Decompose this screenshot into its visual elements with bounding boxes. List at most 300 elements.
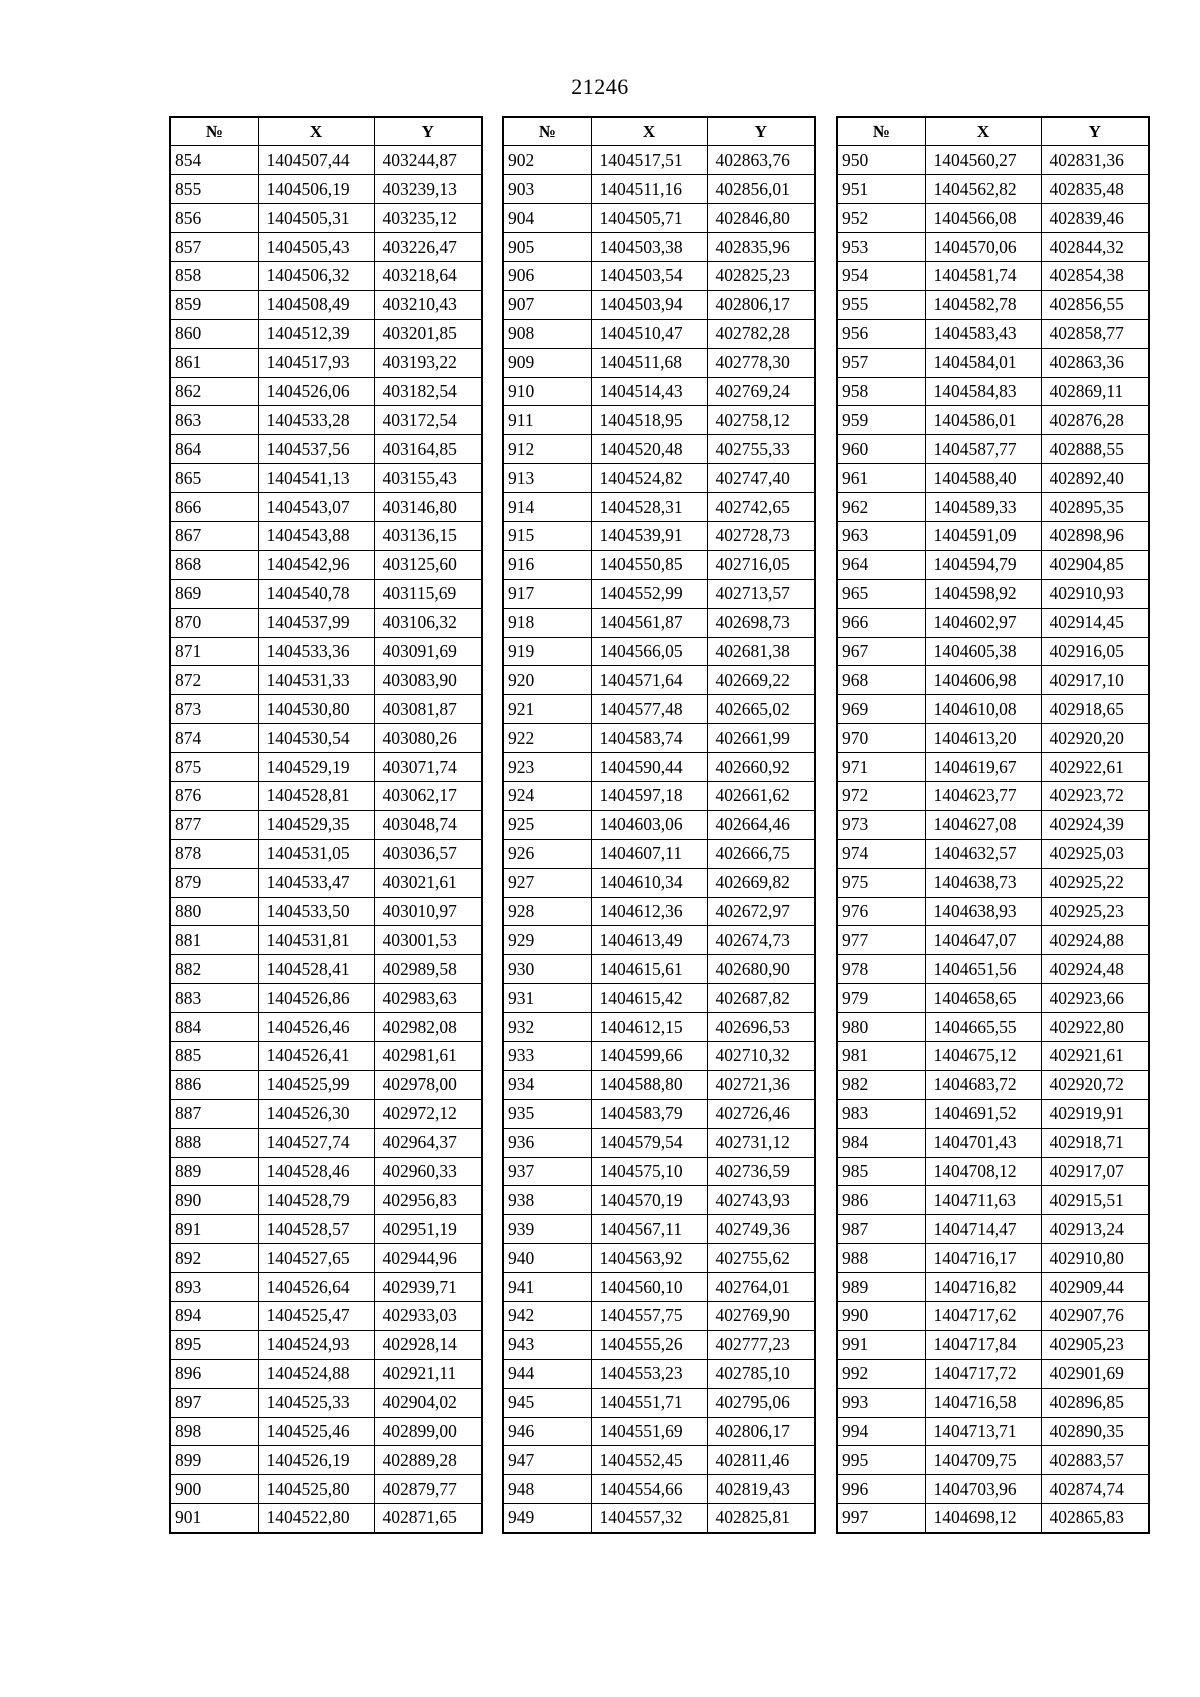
cell-x: 1404508,49 (258, 290, 374, 319)
table-row (837, 1157, 1149, 1186)
table-row (503, 1330, 815, 1359)
cell-y: 403021,61 (374, 868, 482, 897)
table-row (837, 926, 1149, 955)
cell-number: 858 (170, 261, 258, 290)
cell-x: 1404675,12 (925, 1042, 1041, 1071)
table-row (503, 1013, 815, 1042)
cell-x: 1404701,43 (925, 1128, 1041, 1157)
cell-y: 402728,73 (707, 521, 815, 550)
cell-y: 402924,48 (1041, 955, 1149, 984)
cell-number: 969 (837, 695, 925, 724)
table-row (170, 1359, 482, 1388)
table-row (837, 521, 1149, 550)
cell-number: 921 (503, 695, 591, 724)
table-row (170, 261, 482, 290)
cell-number: 922 (503, 724, 591, 753)
cell-number: 910 (503, 377, 591, 406)
table-row (170, 637, 482, 666)
cell-y: 402782,28 (707, 319, 815, 348)
cell-y: 402923,72 (1041, 781, 1149, 810)
table-header-row (170, 117, 482, 146)
cell-x: 1404533,50 (258, 897, 374, 926)
cell-y: 402736,59 (707, 1157, 815, 1186)
cell-y: 402665,02 (707, 695, 815, 724)
table-row (170, 1244, 482, 1273)
cell-y: 402922,80 (1041, 1013, 1149, 1042)
cell-x: 1404581,74 (925, 261, 1041, 290)
table-row (837, 1099, 1149, 1128)
cell-x: 1404583,79 (591, 1099, 707, 1128)
cell-y: 402747,40 (707, 464, 815, 493)
cell-x: 1404606,98 (925, 666, 1041, 695)
cell-number: 903 (503, 175, 591, 204)
table-row (170, 897, 482, 926)
table-row (170, 839, 482, 868)
table-row (837, 1070, 1149, 1099)
table-row (170, 724, 482, 753)
cell-y: 403125,60 (374, 550, 482, 579)
cell-number: 942 (503, 1302, 591, 1331)
cell-x: 1404577,48 (591, 695, 707, 724)
cell-x: 1404583,43 (925, 319, 1041, 348)
cell-y: 402972,12 (374, 1099, 482, 1128)
cell-number: 985 (837, 1157, 925, 1186)
table-row (837, 1215, 1149, 1244)
table-row (837, 1186, 1149, 1215)
table-row (837, 1042, 1149, 1071)
cell-number: 997 (837, 1504, 925, 1533)
table-row (837, 1359, 1149, 1388)
cell-x: 1404527,74 (258, 1128, 374, 1157)
cell-number: 935 (503, 1099, 591, 1128)
cell-number: 867 (170, 521, 258, 550)
cell-x: 1404511,68 (591, 348, 707, 377)
table-row (837, 406, 1149, 435)
cell-y: 403172,54 (374, 406, 482, 435)
cell-number: 917 (503, 579, 591, 608)
table-row (837, 233, 1149, 262)
table-row (170, 493, 482, 522)
cell-y: 402854,38 (1041, 261, 1149, 290)
cell-x: 1404587,77 (925, 435, 1041, 464)
cell-number: 977 (837, 926, 925, 955)
cell-x: 1404612,15 (591, 1013, 707, 1042)
cell-x: 1404514,43 (591, 377, 707, 406)
cell-number: 862 (170, 377, 258, 406)
table-row (170, 608, 482, 637)
table-row (503, 204, 815, 233)
cell-y: 403182,54 (374, 377, 482, 406)
cell-y: 403001,53 (374, 926, 482, 955)
cell-y: 403083,90 (374, 666, 482, 695)
cell-number: 947 (503, 1446, 591, 1475)
cell-x: 1404517,93 (258, 348, 374, 377)
cell-number: 891 (170, 1215, 258, 1244)
cell-number: 932 (503, 1013, 591, 1042)
table-row (170, 204, 482, 233)
cell-number: 988 (837, 1244, 925, 1273)
cell-number: 944 (503, 1359, 591, 1388)
cell-y: 402909,44 (1041, 1273, 1149, 1302)
cell-number: 875 (170, 753, 258, 782)
cell-x: 1404597,18 (591, 781, 707, 810)
cell-y: 402844,32 (1041, 233, 1149, 262)
cell-x: 1404557,32 (591, 1504, 707, 1533)
cell-y: 402863,76 (707, 146, 815, 175)
cell-number: 856 (170, 204, 258, 233)
cell-y: 402755,33 (707, 435, 815, 464)
cell-y: 402664,46 (707, 810, 815, 839)
cell-y: 402696,53 (707, 1013, 815, 1042)
table-row (170, 1302, 482, 1331)
cell-number: 881 (170, 926, 258, 955)
table-row (837, 1417, 1149, 1446)
cell-x: 1404615,61 (591, 955, 707, 984)
cell-number: 914 (503, 493, 591, 522)
cell-number: 992 (837, 1359, 925, 1388)
table-row (170, 1186, 482, 1215)
cell-y: 402713,57 (707, 579, 815, 608)
cell-x: 1404651,56 (925, 955, 1041, 984)
cell-y: 403226,47 (374, 233, 482, 262)
cell-x: 1404583,74 (591, 724, 707, 753)
cell-y: 402964,37 (374, 1128, 482, 1157)
cell-x: 1404526,86 (258, 984, 374, 1013)
cell-y: 403081,87 (374, 695, 482, 724)
cell-y: 402726,46 (707, 1099, 815, 1128)
cell-x: 1404520,48 (591, 435, 707, 464)
cell-number: 945 (503, 1388, 591, 1417)
cell-x: 1404503,38 (591, 233, 707, 262)
cell-x: 1404563,92 (591, 1244, 707, 1273)
table-row (503, 1128, 815, 1157)
cell-x: 1404716,17 (925, 1244, 1041, 1273)
table-row (503, 261, 815, 290)
cell-number: 946 (503, 1417, 591, 1446)
cell-number: 957 (837, 348, 925, 377)
cell-x: 1404603,06 (591, 810, 707, 839)
table-row (170, 233, 482, 262)
cell-y: 402916,05 (1041, 637, 1149, 666)
cell-x: 1404571,64 (591, 666, 707, 695)
cell-number: 887 (170, 1099, 258, 1128)
cell-y: 402681,38 (707, 637, 815, 666)
cell-y: 402978,00 (374, 1070, 482, 1099)
cell-number: 927 (503, 868, 591, 897)
table-row (503, 897, 815, 926)
table-row (170, 810, 482, 839)
cell-x: 1404638,93 (925, 897, 1041, 926)
cell-number: 857 (170, 233, 258, 262)
cell-x: 1404503,54 (591, 261, 707, 290)
table-row (170, 319, 482, 348)
cell-number: 968 (837, 666, 925, 695)
cell-x: 1404525,80 (258, 1475, 374, 1504)
table-row (170, 348, 482, 377)
table-row (503, 1388, 815, 1417)
coordinates-table-1 (169, 116, 483, 1534)
table-row (503, 175, 815, 204)
cell-x: 1404586,01 (925, 406, 1041, 435)
page-number: 21246 (571, 74, 629, 99)
cell-y: 402944,96 (374, 1244, 482, 1273)
table-row (837, 319, 1149, 348)
table-row (170, 781, 482, 810)
cell-x: 1404570,06 (925, 233, 1041, 262)
cell-x: 1404612,36 (591, 897, 707, 926)
cell-y: 402835,96 (707, 233, 815, 262)
table-row (503, 1302, 815, 1331)
cell-number: 865 (170, 464, 258, 493)
table-row (837, 579, 1149, 608)
cell-x: 1404691,52 (925, 1099, 1041, 1128)
table-row (170, 175, 482, 204)
table-row (837, 608, 1149, 637)
cell-y: 402888,55 (1041, 435, 1149, 464)
cell-x: 1404632,57 (925, 839, 1041, 868)
cell-number: 972 (837, 781, 925, 810)
table-row (170, 406, 482, 435)
cell-y: 402856,01 (707, 175, 815, 204)
cell-y: 402876,28 (1041, 406, 1149, 435)
table-row (837, 493, 1149, 522)
table-row (837, 261, 1149, 290)
cell-x: 1404610,34 (591, 868, 707, 897)
cell-x: 1404717,84 (925, 1330, 1041, 1359)
table-row (503, 377, 815, 406)
table-row (503, 1186, 815, 1215)
table-row (503, 319, 815, 348)
cell-number: 886 (170, 1070, 258, 1099)
cell-x: 1404562,82 (925, 175, 1041, 204)
cell-y: 403115,69 (374, 579, 482, 608)
cell-x: 1404588,40 (925, 464, 1041, 493)
cell-y: 402743,93 (707, 1186, 815, 1215)
cell-y: 403235,12 (374, 204, 482, 233)
cell-y: 402910,93 (1041, 579, 1149, 608)
table-row (503, 695, 815, 724)
table-row (503, 521, 815, 550)
cell-y: 402835,48 (1041, 175, 1149, 204)
cell-number: 898 (170, 1417, 258, 1446)
cell-y: 402889,28 (374, 1446, 482, 1475)
cell-x: 1404525,33 (258, 1388, 374, 1417)
table-row (837, 348, 1149, 377)
table-row (837, 1388, 1149, 1417)
header-y: Y (1041, 117, 1149, 146)
cell-x: 1404698,12 (925, 1504, 1041, 1533)
cell-number: 870 (170, 608, 258, 637)
table-row (503, 984, 815, 1013)
cell-x: 1404594,79 (925, 550, 1041, 579)
table-row (170, 1446, 482, 1475)
cell-x: 1404528,41 (258, 955, 374, 984)
table-row (837, 955, 1149, 984)
table-row (170, 550, 482, 579)
cell-y: 403201,85 (374, 319, 482, 348)
cell-number: 974 (837, 839, 925, 868)
cell-y: 402825,23 (707, 261, 815, 290)
cell-number: 991 (837, 1330, 925, 1359)
table-row (170, 377, 482, 406)
cell-y: 402716,05 (707, 550, 815, 579)
cell-y: 402785,10 (707, 1359, 815, 1388)
cell-x: 1404512,39 (258, 319, 374, 348)
cell-x: 1404590,44 (591, 753, 707, 782)
table-row (170, 1157, 482, 1186)
cell-x: 1404527,65 (258, 1244, 374, 1273)
table-row (837, 1013, 1149, 1042)
cell-number: 900 (170, 1475, 258, 1504)
cell-number: 953 (837, 233, 925, 262)
cell-number: 882 (170, 955, 258, 984)
cell-number: 916 (503, 550, 591, 579)
table-row (503, 1042, 815, 1071)
cell-y: 403146,80 (374, 493, 482, 522)
cell-number: 904 (503, 204, 591, 233)
cell-y: 403062,17 (374, 781, 482, 810)
cell-x: 1404533,28 (258, 406, 374, 435)
header-number: № (503, 117, 591, 146)
cell-y: 403036,57 (374, 839, 482, 868)
cell-number: 929 (503, 926, 591, 955)
cell-number: 890 (170, 1186, 258, 1215)
cell-y: 402923,66 (1041, 984, 1149, 1013)
cell-x: 1404507,44 (258, 146, 374, 175)
cell-x: 1404505,31 (258, 204, 374, 233)
table-row (837, 897, 1149, 926)
cell-number: 897 (170, 1388, 258, 1417)
cell-x: 1404717,72 (925, 1359, 1041, 1388)
table-row (503, 1070, 815, 1099)
table-row (503, 1446, 815, 1475)
cell-y: 402899,00 (374, 1417, 482, 1446)
cell-y: 402939,71 (374, 1273, 482, 1302)
cell-y: 402660,92 (707, 753, 815, 782)
table-row (170, 1128, 482, 1157)
cell-x: 1404531,81 (258, 926, 374, 955)
cell-y: 402956,83 (374, 1186, 482, 1215)
cell-y: 403010,97 (374, 897, 482, 926)
cell-number: 874 (170, 724, 258, 753)
cell-number: 993 (837, 1388, 925, 1417)
cell-y: 402933,03 (374, 1302, 482, 1331)
cell-x: 1404598,92 (925, 579, 1041, 608)
cell-x: 1404524,82 (591, 464, 707, 493)
cell-y: 403048,74 (374, 810, 482, 839)
header-number: № (837, 117, 925, 146)
cell-y: 402769,90 (707, 1302, 815, 1331)
cell-x: 1404555,26 (591, 1330, 707, 1359)
cell-number: 925 (503, 810, 591, 839)
cell-x: 1404615,42 (591, 984, 707, 1013)
table-row (503, 1475, 815, 1504)
table-row (837, 1504, 1149, 1533)
cell-number: 979 (837, 984, 925, 1013)
table-row (170, 1475, 482, 1504)
cell-number: 872 (170, 666, 258, 695)
table-row (503, 781, 815, 810)
cell-y: 402856,55 (1041, 290, 1149, 319)
cell-number: 965 (837, 579, 925, 608)
table-row (837, 1302, 1149, 1331)
cell-x: 1404528,81 (258, 781, 374, 810)
cell-y: 402669,22 (707, 666, 815, 695)
cell-x: 1404551,69 (591, 1417, 707, 1446)
cell-number: 896 (170, 1359, 258, 1388)
cell-x: 1404703,96 (925, 1475, 1041, 1504)
cell-y: 402919,91 (1041, 1099, 1149, 1128)
cell-y: 402924,39 (1041, 810, 1149, 839)
table-row (170, 1273, 482, 1302)
cell-number: 879 (170, 868, 258, 897)
cell-number: 970 (837, 724, 925, 753)
cell-number: 996 (837, 1475, 925, 1504)
table-row (170, 1042, 482, 1071)
cell-number: 948 (503, 1475, 591, 1504)
table-row (837, 781, 1149, 810)
table-row (837, 753, 1149, 782)
cell-y: 402914,45 (1041, 608, 1149, 637)
table-row (503, 839, 815, 868)
table-row (170, 695, 482, 724)
table-row (837, 1330, 1149, 1359)
table-row (170, 926, 482, 955)
cell-number: 952 (837, 204, 925, 233)
cell-x: 1404503,94 (591, 290, 707, 319)
cell-y: 402982,08 (374, 1013, 482, 1042)
cell-x: 1404554,66 (591, 1475, 707, 1504)
cell-x: 1404599,66 (591, 1042, 707, 1071)
table-row (837, 1273, 1149, 1302)
cell-y: 402795,06 (707, 1388, 815, 1417)
cell-y: 403239,13 (374, 175, 482, 204)
cell-y: 402758,12 (707, 406, 815, 435)
cell-number: 902 (503, 146, 591, 175)
cell-y: 402806,17 (707, 290, 815, 319)
table-row (837, 1244, 1149, 1273)
cell-y: 402918,65 (1041, 695, 1149, 724)
table-row (170, 290, 482, 319)
cell-y: 402896,85 (1041, 1388, 1149, 1417)
cell-number: 967 (837, 637, 925, 666)
cell-number: 876 (170, 781, 258, 810)
cell-x: 1404531,33 (258, 666, 374, 695)
table-row (837, 695, 1149, 724)
table-row (170, 1070, 482, 1099)
cell-number: 864 (170, 435, 258, 464)
cell-y: 402863,36 (1041, 348, 1149, 377)
cell-number: 943 (503, 1330, 591, 1359)
cell-x: 1404531,05 (258, 839, 374, 868)
cell-y: 402865,83 (1041, 1504, 1149, 1533)
cell-x: 1404658,65 (925, 984, 1041, 1013)
cell-y: 403136,15 (374, 521, 482, 550)
cell-x: 1404526,19 (258, 1446, 374, 1475)
cell-x: 1404560,10 (591, 1273, 707, 1302)
table-row (503, 666, 815, 695)
table-row (170, 1330, 482, 1359)
cell-x: 1404550,85 (591, 550, 707, 579)
cell-x: 1404530,80 (258, 695, 374, 724)
cell-number: 873 (170, 695, 258, 724)
cell-number: 934 (503, 1070, 591, 1099)
cell-number: 954 (837, 261, 925, 290)
cell-number: 905 (503, 233, 591, 262)
cell-number: 928 (503, 897, 591, 926)
cell-x: 1404602,97 (925, 608, 1041, 637)
cell-y: 402890,35 (1041, 1417, 1149, 1446)
